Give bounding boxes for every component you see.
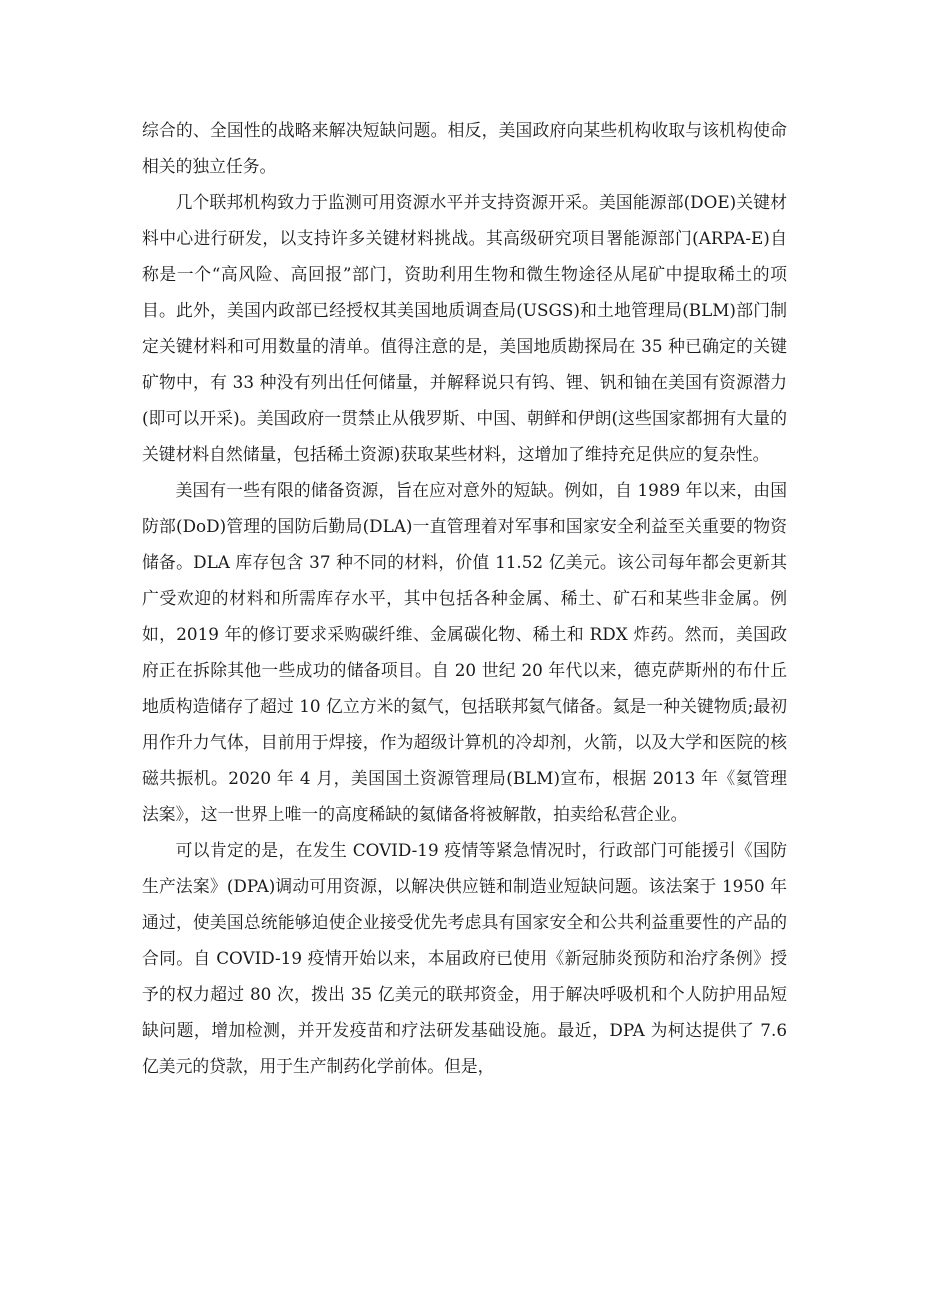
paragraph-continuation: 综合的、全国性的战略来解决短缺问题。相反，美国政府向某些机构收取与该机构使命相关的独立任务。 xyxy=(142,120,787,176)
paragraph-defense-production-act: 可以肯定的是，在发生 COVID-19 疫情等紧急情况时，行政部门可能援引《国防生产法案》(DPA)调动可用资源，以解决供应链和制造业短缺问题。该法案于 1950 年通过，使美国总统能够迫使企业接受优先考虑具有国家安全和公共利益重要性的产品的合同。自 COVID-19 疫情开始以来，本届政府已使用《新冠肺炎预防和治疗条例》授予的权力超过 80 次，拨出 35 亿美元的联邦资金，用于解决呼吸机和个人防护用品短缺问题，增加检测，并开发疫苗和疗法研发基础设施。最近，DPA 为柯达提供了 7.6 亿美元的贷款，用于生产制药化学前体。但是， xyxy=(142,840,787,1076)
body-text xyxy=(142,112,787,1084)
paragraph-federal-agencies: 几个联邦机构致力于监测可用资源水平并支持资源开采。美国能源部(DOE)关键材料中心进行研发，以支持许多关键材料挑战。其高级研究项目署能源部门(ARPA-E)自称是一个“高风险、高回报”部门，资助利用生物和微生物途径从尾矿中提取稀土的项目。此外，美国内政部已经授权其美国地质调查局(USGS)和土地管理局(BLM)部门制定关键材料和可用数量的清单。值得注意的是，美国地质勘探局在 35 种已确定的关键矿物中，有 33 种没有列出任何储量，并解释说只有钨、锂、钒和铀在美国有资源潜力(即可以开采)。美国政府一贯禁止从俄罗斯、中国、朝鲜和伊朗(这些国家都拥有大量的关键材料自然储量，包括稀土资源)获取某些材料，这增加了维持充足供应的复杂性。 xyxy=(142,192,787,464)
paragraph-stockpile-reserves: 美国有一些有限的储备资源，旨在应对意外的短缺。例如，自 1989 年以来，由国防部(DoD)管理的国防后勤局(DLA)一直管理着对军事和国家安全利益至关重要的物资储备。DLA 库存包含 37 种不同的材料，价值 11.52 亿美元。该公司每年都会更新其广受欢迎的材料和所需库存水平，其中包括各种金属、稀土、矿石和某些非金属。例如，2019 年的修订要求采购碳纤维、金属碳化物、稀土和 RDX 炸药。然而，美国政府正在拆除其他一些成功的储备项目。自 20 世纪 20 年代以来，德克萨斯州的布什丘地质构造储存了超过 10 亿立方米的氦气，包括联邦氦气储备。氦是一种关键物质;最初用作升力气体，目前用于焊接，作为超级计算机的冷却剂，火箭，以及大学和医院的核磁共振机。2020 年 4 月，美国国土资源管理局(BLM)宣布，根据 2013 年《氦管理法案》，这一世界上唯一的高度稀缺的氦储备将被解散，拍卖给私营企业。 xyxy=(142,480,787,824)
